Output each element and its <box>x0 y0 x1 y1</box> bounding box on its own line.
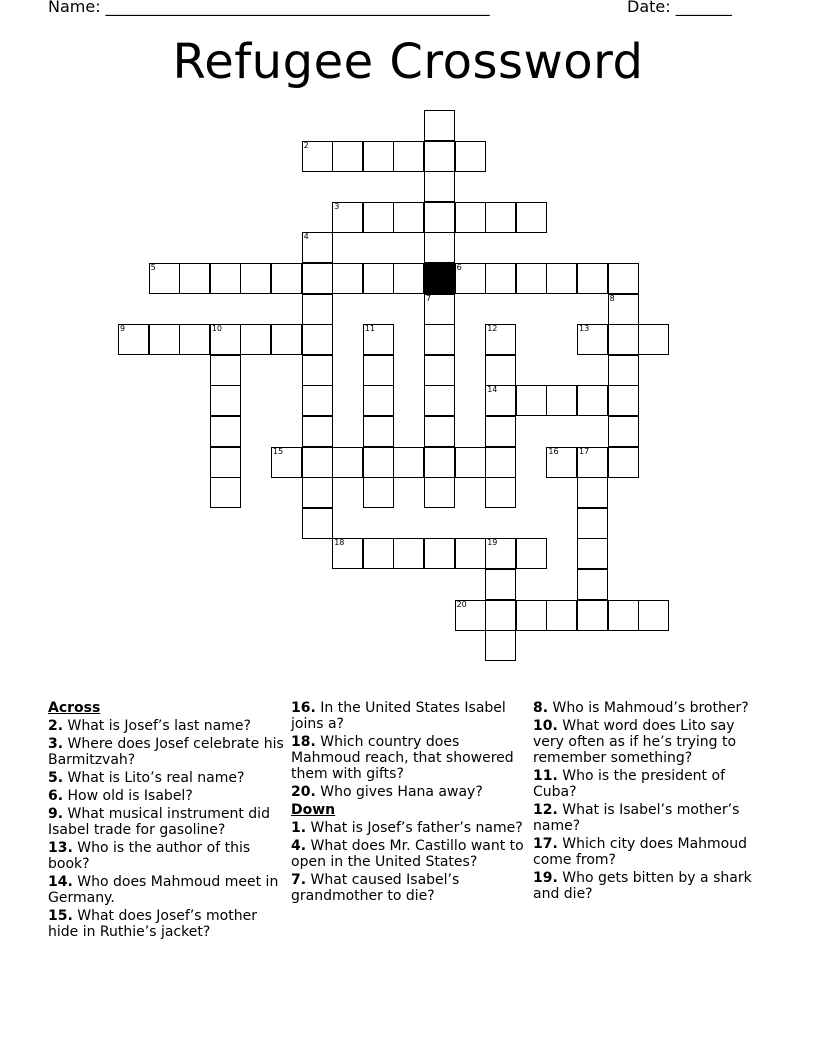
crossword-cell[interactable] <box>424 110 455 141</box>
crossword-cell[interactable] <box>179 324 210 355</box>
crossword-cell[interactable] <box>149 263 180 294</box>
clue-number: 2 <box>303 140 309 150</box>
clue-number: 9 <box>120 324 126 334</box>
clue-item <box>291 872 527 904</box>
clue-item-number: 10. <box>533 718 558 734</box>
clue-item-number: 18. <box>291 734 316 750</box>
crossword-cell[interactable] <box>608 355 639 386</box>
crossword-cell[interactable] <box>638 324 669 355</box>
crossword-cell[interactable] <box>485 324 516 355</box>
crossword-cell[interactable] <box>302 508 333 539</box>
crossword-cell[interactable] <box>485 355 516 386</box>
crossword-cell[interactable] <box>240 263 271 294</box>
crossword-cell[interactable] <box>455 600 486 631</box>
clue-number: 20 <box>456 599 467 609</box>
crossword-cell[interactable] <box>455 447 486 478</box>
crossword-cell[interactable] <box>302 447 333 478</box>
crossword-cell[interactable] <box>302 263 333 294</box>
crossword-cell[interactable] <box>332 202 363 233</box>
crossword-cell[interactable] <box>302 294 333 325</box>
crossword-cell[interactable] <box>455 538 486 569</box>
clue-item-number: 11. <box>533 768 558 784</box>
crossword-cell[interactable] <box>424 447 455 478</box>
crossword-cell[interactable] <box>271 447 302 478</box>
clue-item-text: What musical instrument did Isabel trade for gasoline? <box>48 806 270 838</box>
crossword-cell[interactable] <box>210 324 241 355</box>
clue-item-text: Who is the president of Cuba? <box>533 768 725 800</box>
across-clue-list <box>48 718 284 940</box>
clue-item <box>48 874 284 906</box>
down-heading: Down <box>291 802 336 818</box>
crossword-cell[interactable] <box>149 324 180 355</box>
clue-item-text: Who does Mahmoud meet in Germany. <box>48 874 279 906</box>
across-clue-list-continued <box>291 700 527 800</box>
crossword-cell[interactable] <box>179 263 210 294</box>
crossword-cell[interactable] <box>546 447 577 478</box>
clue-item-number: 15. <box>48 908 73 924</box>
clue-item-text: What is Josef’s father’s name? <box>306 820 523 836</box>
crossword-cell[interactable] <box>577 385 608 416</box>
clue-item <box>533 836 769 868</box>
across-heading: Across <box>48 700 101 716</box>
clue-item-number: 2. <box>48 718 64 734</box>
clue-number: 11 <box>364 324 375 334</box>
crossword-cell[interactable] <box>363 538 394 569</box>
crossword-cell[interactable] <box>302 324 333 355</box>
clue-item-text: Who gets bitten by a shark and die? <box>533 870 752 902</box>
crossword-cell[interactable] <box>516 538 547 569</box>
clue-item-text: Where does Josef celebrate his Barmitzvah? <box>48 736 284 768</box>
clue-item-number: 20. <box>291 784 316 800</box>
crossword-cell[interactable] <box>485 538 516 569</box>
crossword-cell[interactable] <box>363 447 394 478</box>
crossword-cell[interactable] <box>516 385 547 416</box>
clue-item-text: How old is Isabel? <box>63 788 193 804</box>
clue-item-number: 14. <box>48 874 73 890</box>
clue-number: 7 <box>426 293 432 303</box>
crossword-cell[interactable] <box>363 202 394 233</box>
clue-item <box>48 806 284 838</box>
crossword-cell[interactable] <box>302 232 333 263</box>
crossword-cell[interactable] <box>424 324 455 355</box>
clue-number: 17 <box>579 446 590 456</box>
crossword-cell[interactable] <box>302 141 333 172</box>
crossword-cell[interactable] <box>577 538 608 569</box>
crossword-cell[interactable] <box>424 171 455 202</box>
crossword-cell[interactable] <box>577 508 608 539</box>
crossword-cell[interactable] <box>485 263 516 294</box>
clue-number: 10 <box>211 324 222 334</box>
clue-item <box>533 700 769 716</box>
clue-item-text: Who is the author of this book? <box>48 840 251 872</box>
clue-number: 8 <box>609 293 615 303</box>
crossword-cell[interactable] <box>363 141 394 172</box>
crossword-cell[interactable] <box>485 447 516 478</box>
clue-item-text: What word does Lito say very often as if he’s trying to remember something? <box>533 718 737 766</box>
crossword-cell[interactable] <box>485 385 516 416</box>
crossword-cell[interactable] <box>424 355 455 386</box>
clue-item-number: 12. <box>533 802 558 818</box>
crossword-cell[interactable] <box>485 202 516 233</box>
clue-number: 16 <box>548 446 559 456</box>
crossword-cell[interactable] <box>363 385 394 416</box>
crossword-cell[interactable] <box>608 447 639 478</box>
crossword-cell[interactable] <box>393 538 424 569</box>
clue-item-number: 3. <box>48 736 64 752</box>
crossword-cell[interactable] <box>302 385 333 416</box>
crossword-cell[interactable] <box>302 416 333 447</box>
clue-item <box>291 700 527 732</box>
crossword-cell[interactable] <box>363 355 394 386</box>
clue-item-number: 17. <box>533 836 558 852</box>
clue-item <box>533 802 769 834</box>
crossword-cell[interactable] <box>393 202 424 233</box>
crossword-cell[interactable] <box>393 141 424 172</box>
crossword-cell[interactable] <box>516 202 547 233</box>
clue-item-text: In the United States Isabel joins a? <box>291 700 506 732</box>
crossword-cell[interactable] <box>363 324 394 355</box>
crossword-cell[interactable] <box>210 355 241 386</box>
crossword-cell[interactable] <box>608 385 639 416</box>
crossword-cell[interactable] <box>546 263 577 294</box>
crossword-cell[interactable] <box>332 263 363 294</box>
crossword-cell[interactable] <box>577 447 608 478</box>
crossword-cell[interactable] <box>424 477 455 508</box>
down-clue-list-continued <box>533 700 769 902</box>
clue-item <box>291 734 527 782</box>
crossword-cell[interactable] <box>577 569 608 600</box>
crossword-cell[interactable] <box>485 630 516 661</box>
clue-item <box>291 838 527 870</box>
clues-column-3 <box>533 700 769 904</box>
clue-item-text: Which city does Mahmoud come from? <box>533 836 748 868</box>
crossword-cell[interactable] <box>577 263 608 294</box>
clue-item <box>48 840 284 872</box>
crossword-cell[interactable] <box>516 600 547 631</box>
clue-number: 4 <box>303 232 309 242</box>
clue-item-number: 5. <box>48 770 64 786</box>
crossword-cell[interactable] <box>485 416 516 447</box>
clue-item <box>48 770 284 786</box>
crossword-cell[interactable] <box>210 385 241 416</box>
clue-item-text: What does Mr. Castillo want to open in the United States? <box>291 838 524 870</box>
clue-item-text: Who gives Hana away? <box>315 784 483 800</box>
clue-number: 12 <box>487 324 498 334</box>
crossword-cell[interactable] <box>485 477 516 508</box>
crossword-cell[interactable] <box>363 477 394 508</box>
clue-item <box>533 768 769 800</box>
crossword-black-cell <box>424 263 455 294</box>
crossword-cell[interactable] <box>424 538 455 569</box>
crossword-cell[interactable] <box>455 263 486 294</box>
crossword-cell[interactable] <box>455 202 486 233</box>
clue-item <box>291 820 527 836</box>
crossword-cell[interactable] <box>577 600 608 631</box>
crossword-cell[interactable] <box>485 600 516 631</box>
crossword-cell[interactable] <box>302 477 333 508</box>
crossword-cell[interactable] <box>638 600 669 631</box>
clue-item-number: 6. <box>48 788 64 804</box>
clues-column-1 <box>48 700 284 942</box>
crossword-cell[interactable] <box>424 294 455 325</box>
clue-number: 19 <box>487 538 498 548</box>
crossword-cell[interactable] <box>455 141 486 172</box>
crossword-cell[interactable] <box>332 141 363 172</box>
crossword-cell[interactable] <box>363 263 394 294</box>
clue-item-number: 19. <box>533 870 558 886</box>
clue-item-number: 13. <box>48 840 73 856</box>
crossword-cell[interactable] <box>363 416 394 447</box>
crossword-cell[interactable] <box>608 600 639 631</box>
clue-number: 3 <box>334 201 340 211</box>
crossword-cell[interactable] <box>424 385 455 416</box>
crossword-cell[interactable] <box>424 141 455 172</box>
clue-item-text: What caused Isabel’s grandmother to die? <box>291 872 460 904</box>
clue-item <box>48 718 284 734</box>
clue-item-text: Which country does Mahmoud reach, that showered them with gifts? <box>291 734 514 782</box>
crossword-cell[interactable] <box>302 355 333 386</box>
crossword-cell[interactable] <box>240 324 271 355</box>
crossword-cell[interactable] <box>546 385 577 416</box>
clue-number: 18 <box>334 538 345 548</box>
crossword-cell[interactable] <box>210 477 241 508</box>
clue-item-text: What is Josef’s last name? <box>63 718 251 734</box>
crossword-cell[interactable] <box>577 324 608 355</box>
clue-number: 5 <box>150 263 156 272</box>
crossword-cell[interactable] <box>118 324 149 355</box>
clues-column-2 <box>291 700 527 906</box>
clue-item-text: Who is Mahmoud’s brother? <box>548 700 749 716</box>
crossword-cell[interactable] <box>485 569 516 600</box>
down-clue-list <box>291 820 527 904</box>
crossword-cell[interactable] <box>516 263 547 294</box>
clue-item-text: What is Lito’s real name? <box>63 770 245 786</box>
crossword-cell[interactable] <box>271 263 302 294</box>
page-title: Refugee Crossword <box>172 34 644 90</box>
crossword-cell[interactable] <box>210 416 241 447</box>
clue-item-number: 7. <box>291 872 307 888</box>
crossword-cell[interactable] <box>608 294 639 325</box>
clue-number: 14 <box>487 385 498 395</box>
crossword-cell[interactable] <box>393 263 424 294</box>
crossword-cell[interactable] <box>424 202 455 233</box>
crossword-cell[interactable] <box>393 447 424 478</box>
crossword-cell[interactable] <box>332 538 363 569</box>
clue-item-number: 8. <box>533 700 549 716</box>
clue-item-number: 9. <box>48 806 64 822</box>
clue-item <box>533 718 769 766</box>
crossword-cell[interactable] <box>332 447 363 478</box>
crossword-cell[interactable] <box>271 324 302 355</box>
clue-item-text: What is Isabel’s mother’s name? <box>533 802 740 834</box>
clue-item <box>533 870 769 902</box>
crossword-cell[interactable] <box>608 416 639 447</box>
clue-item-text: What does Josef’s mother hide in Ruthie’s jacket? <box>48 908 257 940</box>
clue-item <box>48 908 284 940</box>
crossword-cell[interactable] <box>608 324 639 355</box>
crossword-cell[interactable] <box>424 232 455 263</box>
clue-item-number: 1. <box>291 820 307 836</box>
crossword-cell[interactable] <box>210 447 241 478</box>
clue-item <box>48 736 284 768</box>
crossword-cell[interactable] <box>210 263 241 294</box>
clue-item <box>48 788 284 804</box>
clue-item <box>291 784 527 800</box>
crossword-cell[interactable] <box>608 263 639 294</box>
crossword-cell[interactable] <box>546 600 577 631</box>
clue-number: 6 <box>456 263 462 272</box>
clue-item-number: 4. <box>291 838 307 854</box>
clue-number: 13 <box>579 324 590 334</box>
clue-number: 15 <box>273 446 284 456</box>
crossword-cell[interactable] <box>424 416 455 447</box>
date-field-label: Date: _______ <box>627 0 732 16</box>
crossword-cell[interactable] <box>577 477 608 508</box>
clue-item-number: 16. <box>291 700 316 716</box>
name-field-label: Name: ________________________________________________ <box>48 0 490 16</box>
